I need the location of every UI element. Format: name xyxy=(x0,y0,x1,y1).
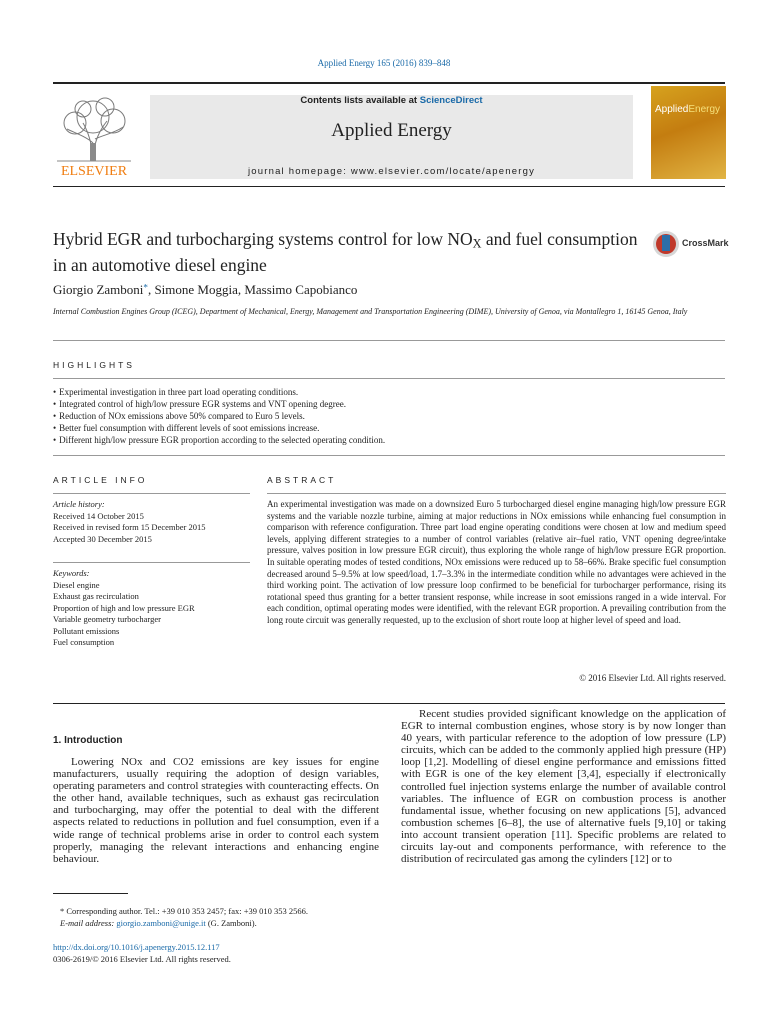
article-title: Hybrid EGR and turbocharging systems control for low $NO_X$ and fuel consumption in an automotive diesel engine xyxy=(53,229,638,276)
divider xyxy=(53,703,725,704)
sciencedirect-link[interactable]: ScienceDirect xyxy=(419,95,483,106)
publisher-name: ELSEVIER xyxy=(60,164,128,178)
keywords-label: Keywords: xyxy=(53,568,90,578)
doi-block xyxy=(53,942,231,965)
contents-prefix: Contents lists available at xyxy=(300,95,420,106)
issn-line: 0306-2619/© 2016 Elsevier Ltd. All rights reserved. xyxy=(53,953,231,964)
crossmark-icon xyxy=(652,229,680,259)
cover-title: AppliedEnergy xyxy=(655,104,721,115)
crossmark-badge[interactable] xyxy=(652,229,732,259)
body-paragraph: Lowering NOx and CO2 emissions are key issues for engine manufacturers, usually requiring the adoption of design variables, operating parameters and control strategies with counteracting effects. On the other hand, available techniques, such as exhaust gas recirculation and turbocharging, may offer the potential to deal with the different aspects related to reductions in pollution and fuel consumption, even if a wide range of technical problems arise in order to control each system properly, managing the relevant interactions and enhancing engine behaviour. xyxy=(53,756,379,865)
revised-date: Received in revised form 15 December 2015 xyxy=(53,522,206,532)
list-item: • Experimental investigation in three part load operating conditions. xyxy=(53,386,385,398)
article-info-heading: ARTICLE INFO xyxy=(53,475,148,485)
keyword: Pollutant emissions xyxy=(53,625,120,636)
abstract-copyright: © 2016 Elsevier Ltd. All rights reserved. xyxy=(579,673,726,683)
divider xyxy=(53,455,725,456)
keyword: Proportion of high and low pressure EGR xyxy=(53,602,195,613)
journal-cover xyxy=(651,86,726,179)
affiliation: Internal Combustion Engines Group (ICEG), Department of Mechanical, Energy, Management and Transportation Engineering (DIME), University of Genoa, via Montallegro 1, 16145 Genoa, Italy xyxy=(53,307,688,316)
doi-link[interactable]: http://dx.doi.org/10.1016/j.apenergy.2015.12.117 xyxy=(53,942,220,952)
keyword: Variable geometry turbocharger xyxy=(53,614,161,624)
crossmark-label: CrossMark xyxy=(682,238,729,248)
keywords xyxy=(53,568,253,649)
divider xyxy=(53,340,725,341)
highlights-heading: HIGHLIGHTS xyxy=(53,360,135,370)
divider xyxy=(53,562,250,563)
header-rule-bottom xyxy=(53,186,725,187)
author-names-rest: , Simone Moggia, Massimo Capobianco xyxy=(147,282,358,297)
list-item: • Integrated control of high/low pressure EGR systems and VNT opening degree. xyxy=(53,398,385,410)
article-history xyxy=(53,499,253,545)
keyword: Diesel engine xyxy=(53,579,100,590)
abstract-heading: ABSTRACT xyxy=(267,475,337,485)
author-list xyxy=(53,282,357,298)
section-heading: 1. Introduction xyxy=(53,735,123,746)
elsevier-tree-logo xyxy=(53,93,135,178)
divider xyxy=(267,493,726,494)
highlights-list xyxy=(53,386,385,446)
email-link[interactable]: giorgio.zamboni@unige.it xyxy=(116,917,206,928)
divider xyxy=(53,378,725,379)
footnote xyxy=(60,906,308,929)
body-paragraph: Recent studies provided significant knowledge on the application of EGR to internal combustion engines, whose story is by now longer than 40 years, with particular reference to the adoption of low pressure (LP) circuits, which can be added to the commonly applied high pressure (HP) loop [1,2]. Modelling of diesel engine performance and emissions fitted with EGR is one of the key element [3,4], especially if electronically controlled fuel injection systems enlarge the number of available control variables. The influence of EGR on combustion process is another fundamental issue, whether focusing on new applications [5], advanced combustion schemes [6–8], the use of alternative fuels [9,10] or taking into account transient operation [11]. Specific problems are related to circuits lay-out and components performance, with reference to the distribution of recirculated gas among the cylinders [12] or to xyxy=(401,708,726,866)
list-item: • Different high/low pressure EGR proportion according to the selected operating condition. xyxy=(53,434,385,446)
divider xyxy=(53,493,250,494)
corresponding-author-note: * Corresponding author. Tel.: +39 010 353 2457; fax: +39 010 353 2566. xyxy=(60,906,308,916)
journal-homepage[interactable]: journal homepage: www.elsevier.com/locate/apenergy xyxy=(247,166,536,177)
journal-name: Applied Energy xyxy=(331,120,452,141)
corresponding-mark[interactable]: * xyxy=(143,282,148,293)
accepted-date: Accepted 30 December 2015 xyxy=(53,533,152,544)
contents-line xyxy=(150,95,633,106)
received-date: Received 14 October 2015 xyxy=(53,510,144,521)
list-item: • Reduction of NOx emissions above 50% compared to Euro 5 levels. xyxy=(53,410,385,422)
header-rule-top xyxy=(53,82,725,84)
keyword: Exhaust gas recirculation xyxy=(53,591,139,601)
history-label: Article history: xyxy=(53,499,105,509)
list-item: • Better fuel consumption with different levels of soot emissions increase. xyxy=(53,422,385,434)
abstract-text: An experimental investigation was made on a downsized Euro 5 turbocharged diesel engine managing high/low pressure EGR systems and the variable nozzle turbine, aiming at major reductions in NOx emissions while enhancing fuel consumption in comparison with reference configuration. Three part load engine operating conditions were chosen at low and medium speed levels, applying different strategies to a number of control variables (relative air–fuel ratio, VNT opening degree/intake pressure, valves position in low pressure EGR circuit), thus exploring the whole range of high/low pressure EGR proportion. In suitable operating modes of tested conditions, NOx emissions were reduced up to 58–66%. Brake specific fuel consumption decreased around 5–9.5% at low speed/load, 1.7–3.3% in the intermediate condition while no advantages were achieved in the third working point. The activation of low pressure loop confirmed to be beneficial for turbocharger performance, rising its rotational speed thus granting for a better transient response, while increase in soot emissions ranged in a wide interval. For each condition, optimal operating modes were identified, with the relevant EGR proportion. A prevailing contribution from the long route circuit was generally requested, up to the exclusion of short route loop at higher level of speed and load. xyxy=(267,499,726,625)
journal-citation[interactable]: Applied Energy 165 (2016) 839–848 xyxy=(317,58,451,68)
footnote-rule xyxy=(53,893,128,894)
keyword: Fuel consumption xyxy=(53,637,115,647)
email-line: E-mail address: giorgio.zamboni@unige.it (G. Zamboni). xyxy=(60,917,257,928)
author-name: Giorgio Zamboni xyxy=(53,282,144,297)
